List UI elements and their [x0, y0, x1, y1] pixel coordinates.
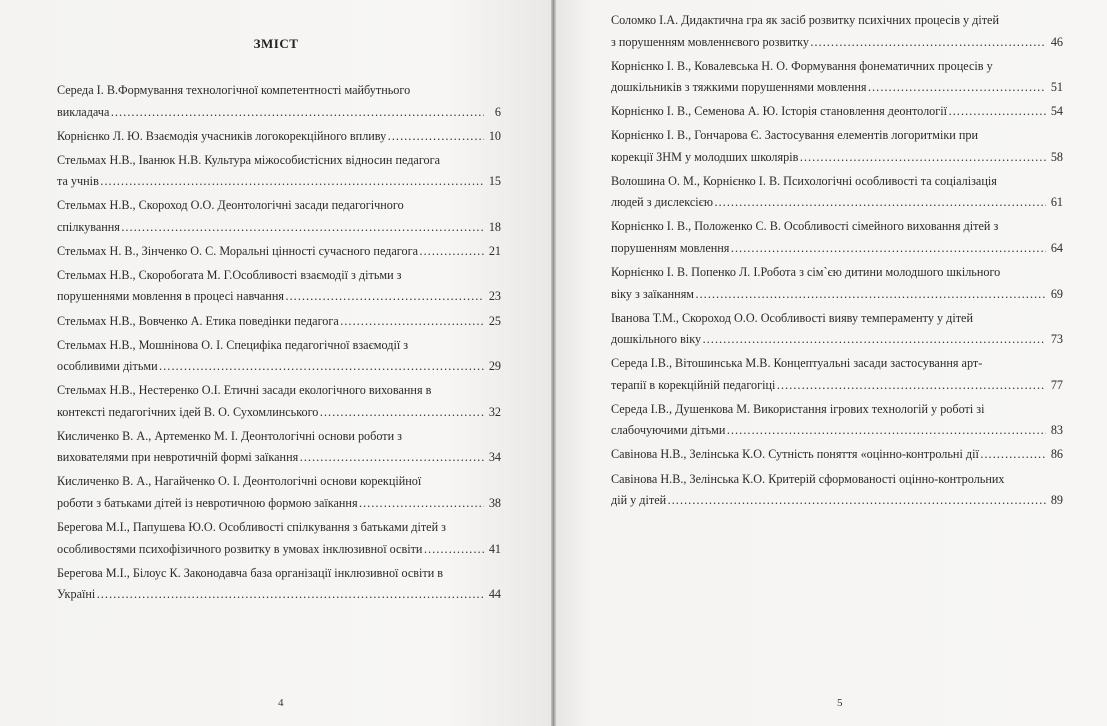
- toc-entry-page: 61: [1050, 195, 1063, 210]
- toc-entry-title-end: дій у дітей: [611, 493, 667, 508]
- toc-entry-page: 18: [488, 219, 501, 234]
- toc-entry-title-end: вихователями при невротичній формі заїкання: [57, 450, 299, 465]
- toc-entry-title-end: порушеннями мовлення в процесі навчання: [57, 289, 284, 304]
- toc-entry-page: 25: [488, 313, 501, 328]
- dot-leader: [776, 375, 1046, 397]
- toc-entry-title-end: контексті педагогічних ідей В. О. Сухомлинського: [57, 404, 319, 419]
- toc-entry: [611, 399, 1063, 442]
- toc-entry: [611, 262, 1063, 305]
- toc-entry-leader-line: [57, 286, 501, 308]
- toc-entry-page: 54: [1050, 104, 1063, 119]
- toc-entry-title-line: Волошина О. М., Корнієнко І. В. Психологічні особливості та соціалізація: [611, 173, 997, 188]
- page-number-right: 5: [837, 697, 843, 709]
- toc-entry-leader-line: [57, 217, 501, 239]
- toc-entry-leader-line: [611, 420, 1063, 442]
- dot-leader: [419, 241, 484, 263]
- dot-leader: [948, 101, 1046, 123]
- toc-entry-title-line: Іванова Т.М., Скороход О.О. Особливості вияву темпераменту у дітей: [611, 310, 973, 325]
- toc-entry-leader-line: [57, 356, 501, 378]
- toc-entry: [57, 126, 501, 148]
- dot-leader: [285, 286, 484, 308]
- toc-entry-leader-line: [57, 311, 501, 333]
- toc-entry-title-line: Корнієнко І. В. Попенко Л. І.Робота з сім`єю дитини молодшого шкільного: [611, 265, 1001, 280]
- toc-entry-page: 15: [488, 174, 501, 189]
- toc-entry-title-line: Стельмах Н.В., Нестеренко О.І. Етичні засади екологічного виховання в: [57, 383, 432, 398]
- dot-leader: [810, 32, 1046, 54]
- toc-entry: [57, 80, 501, 123]
- toc-entry-title-line: Корнієнко І. В., Положенко С. В. Особливості сімейного виховання дітей з: [611, 219, 999, 234]
- dot-leader: [159, 356, 484, 378]
- toc-entry-leader-line: [611, 101, 1063, 123]
- toc-entry-title-line: Савінова Н.В., Зелінська К.О. Критерій сформованості оцінно-контрольних: [611, 471, 1005, 486]
- toc-entry-leader-line: [611, 238, 1063, 260]
- toc-entry-title-end: корекції ЗНМ у молодших школярів: [611, 149, 799, 164]
- toc-entry: [611, 444, 1063, 466]
- toc-entry-title-line: Корнієнко І. В., Ковалевська Н. О. Формування фонематичних процесів у: [611, 58, 993, 73]
- toc-entry-page: 46: [1050, 34, 1063, 49]
- toc-entry-leader-line: [57, 584, 501, 606]
- contents-title: ЗМІСТ: [253, 36, 299, 51]
- toc-entry-page: 29: [488, 359, 501, 374]
- toc-entry-page: 83: [1050, 423, 1063, 438]
- dot-leader: [702, 329, 1046, 351]
- toc-entry-page: 44: [488, 587, 501, 602]
- toc-entry-leader-line: [57, 402, 501, 424]
- toc-entry-leader-line: [611, 284, 1063, 306]
- toc-entry-page: 21: [488, 243, 501, 258]
- toc-entry-title-line: Середа І. В.Формування технологічної компетентності майбутнього: [57, 83, 411, 97]
- toc-entry-page: 34: [488, 450, 501, 465]
- toc-entry: [611, 469, 1063, 512]
- toc-entry-title-end: людей з дислексією: [611, 195, 713, 210]
- toc-entry-title-end: слабочуючими дітьми: [611, 423, 726, 438]
- toc-entry-title-line: Соломко І.А. Дидактична гра як засіб розвитку психічних процесів у дітей: [611, 13, 999, 27]
- toc-entry-title-end: спілкування: [57, 219, 120, 234]
- toc-entry: [57, 150, 501, 193]
- toc-entry-leader-line: [611, 32, 1063, 54]
- toc-entry-title-line: Берегова М.І., Білоус К. Законодавча база організації інклюзивної освіти в: [57, 565, 444, 580]
- toc-left-column: [57, 80, 501, 608]
- toc-entry-page: 6: [494, 104, 501, 119]
- toc-entry: [611, 353, 1063, 396]
- toc-entry-leader-line: [57, 493, 501, 515]
- dot-leader: [726, 420, 1046, 442]
- toc-entry: [611, 10, 1063, 53]
- page-number-left: 4: [278, 697, 284, 709]
- toc-entry-page: 23: [488, 289, 501, 304]
- toc-entry: [57, 426, 501, 469]
- toc-entry: [611, 56, 1063, 99]
- toc-entry-title-end: Стельмах Н. В., Зінченко О. С. Моральні цінності сучасного педагога: [57, 243, 418, 258]
- toc-entry-leader-line: [611, 77, 1063, 99]
- toc-entry: [611, 216, 1063, 259]
- toc-entry-title-end: з порушенням мовленнєвого розвитку: [611, 34, 809, 49]
- toc-entry-leader-line: [57, 447, 501, 469]
- toc-entry-title-line: Стельмах Н.В., Скоробогата М. Г.Особливості взаємодії з дітьми з: [57, 267, 402, 282]
- toc-entry-title-line: Стельмах Н.В., Скороход О.О. Деонтологічні засади педагогічного: [57, 198, 404, 213]
- toc-entry-leader-line: [611, 192, 1063, 214]
- dot-leader: [695, 284, 1046, 306]
- toc-entry-title-end: дошкільного віку: [611, 332, 702, 347]
- toc-entry-title-line: Кисличенко В. А., Артеменко М. І. Деонтологічні основи роботи з: [57, 428, 402, 443]
- toc-entry-leader-line: [57, 102, 501, 124]
- dot-leader: [423, 539, 484, 561]
- toc-entry-page: 51: [1050, 80, 1063, 95]
- toc-entry-title-end: терапії в корекційній педагогіці: [611, 377, 776, 392]
- toc-entry-title-end: Стельмах Н.В., Вовченко А. Етика поведінки педагога: [57, 313, 339, 328]
- toc-entry: [57, 517, 501, 560]
- toc-entry: [57, 241, 501, 263]
- toc-entry-leader-line: [611, 375, 1063, 397]
- toc-entry-title-line: Середа І.В., Душенкова М. Використання ігрових технологій у роботі зі: [611, 401, 985, 416]
- dot-leader: [387, 126, 484, 148]
- toc-entry: [57, 311, 501, 333]
- toc-entry-title-end: особливостями психофізичного розвитку в умовах інклюзивної освіти: [57, 541, 423, 556]
- toc-entry-leader-line: [57, 171, 501, 193]
- dot-leader: [299, 447, 484, 469]
- toc-entry-title-end: роботи з батьками дітей із невротичною формою заїкання: [57, 495, 358, 510]
- toc-entry-title-end: Савінова Н.В., Зелінська К.О. Сутність поняття «оцінно-контрольні дії: [611, 447, 979, 462]
- toc-entry-page: 41: [488, 541, 501, 556]
- toc-entry-title-line: Стельмах Н.В., Іванюк Н.В. Культура міжособистісних відносин педагога: [57, 152, 441, 167]
- dot-leader: [359, 493, 484, 515]
- toc-entry-title-end: віку з заїканням: [611, 286, 695, 301]
- toc-entry-title-line: Кисличенко В. А., Нагайченко О. І. Деонтологічні основи корекційної: [57, 474, 422, 489]
- toc-entry: [57, 265, 501, 308]
- toc-entry-page: 69: [1050, 286, 1063, 301]
- dot-leader: [980, 444, 1046, 466]
- toc-entry-title-end: Корнієнко І. В., Семенова А. Ю. Історія становлення деонтології: [611, 104, 948, 119]
- toc-entry-page: 64: [1050, 240, 1063, 255]
- toc-entry-page: 58: [1050, 149, 1063, 164]
- toc-entry-leader-line: [611, 444, 1063, 466]
- toc-entry-page: 73: [1050, 332, 1063, 347]
- toc-entry: [611, 125, 1063, 168]
- dot-leader: [110, 102, 484, 124]
- toc-entry: [57, 380, 501, 423]
- toc-entry-title-end: Україні: [57, 587, 96, 602]
- toc-entry: [611, 308, 1063, 351]
- dot-leader: [714, 192, 1046, 214]
- toc-entry-title-line: Середа І.В., Вітошинська М.В. Концептуальні засади застосування арт-: [611, 356, 983, 371]
- toc-entry-title-line: Стельмах Н.В., Мошнінова О. І. Специфіка педагогічної взаємодії з: [57, 337, 409, 352]
- toc-entry-title-end: та учнів: [57, 174, 99, 189]
- toc-entry-title-end: дошкільників з тяжкими порушеннями мовлення: [611, 80, 867, 95]
- toc-entry-leader-line: [57, 539, 501, 561]
- dot-leader: [730, 238, 1046, 260]
- toc-entry: [57, 195, 501, 238]
- toc-entry: [57, 471, 501, 514]
- toc-entry-title-end: Корнієнко Л. Ю. Взаємодія учасників логокорекційного впливу: [57, 128, 387, 143]
- dot-leader: [319, 402, 484, 424]
- dot-leader: [340, 311, 484, 333]
- toc-entry-leader-line: [57, 241, 501, 263]
- toc-entry-page: 77: [1050, 377, 1063, 392]
- toc-entry-page: 86: [1050, 447, 1063, 462]
- toc-entry: [611, 101, 1063, 123]
- toc-entry-title-end: порушенням мовлення: [611, 240, 730, 255]
- toc-entry-title-line: Корнієнко І. В., Гончарова Є. Застосування елементів логоритміки при: [611, 128, 978, 143]
- toc-entry-leader-line: [57, 126, 501, 148]
- toc-entry: [611, 171, 1063, 214]
- dot-leader: [867, 77, 1046, 99]
- toc-entry-page: 89: [1050, 493, 1063, 508]
- toc-entry-leader-line: [611, 147, 1063, 169]
- toc-entry-title-line: Берегова М.І., Папушева Ю.О. Особливості спілкування з батьками дітей з: [57, 520, 446, 535]
- toc-entry-leader-line: [611, 490, 1063, 512]
- toc-entry: [57, 563, 501, 606]
- toc-entry: [57, 335, 501, 378]
- dot-leader: [121, 217, 484, 239]
- toc-entry-title-end: особливими дітьми: [57, 359, 158, 374]
- toc-entry-title-end: викладача: [57, 104, 110, 119]
- toc-right-column: [611, 10, 1063, 514]
- toc-entry-page: 38: [488, 495, 501, 510]
- dot-leader: [799, 147, 1046, 169]
- dot-leader: [667, 490, 1046, 512]
- dot-leader: [96, 584, 484, 606]
- toc-entry-leader-line: [611, 329, 1063, 351]
- toc-entry-page: 10: [488, 128, 501, 143]
- dot-leader: [100, 171, 484, 193]
- toc-entry-page: 32: [488, 404, 501, 419]
